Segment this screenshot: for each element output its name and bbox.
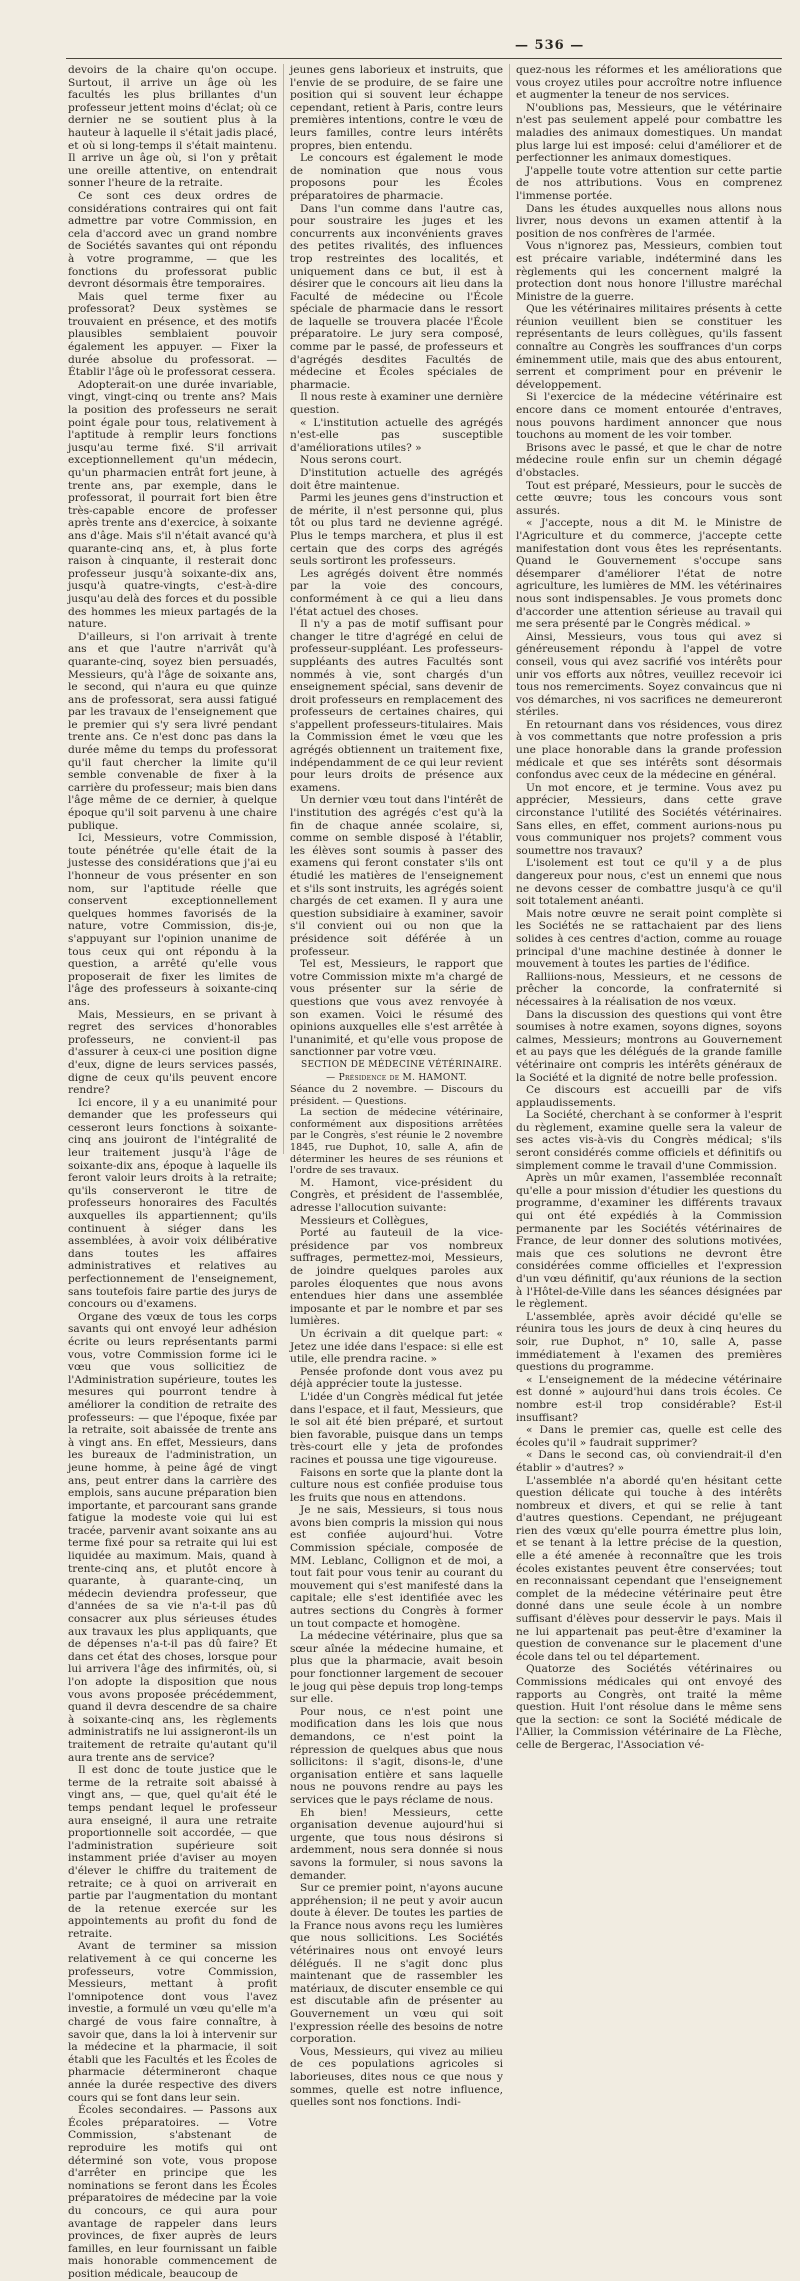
paragraph: Ainsi, Messieurs, vous tous qui avez si généreusement répondu à l'appel de votre conseil, vous qui avez sacrifié vos intérêts pour unir vos efforts aux nôtres, veuillez recevoir ici tous nos remerciments. Soyez convaincus que ni vos démarches, ni vos sacrifices ne demeureront stériles.: [516, 630, 782, 719]
paragraph: N'oublions pas, Messieurs, que le vétérinaire n'est pas seulement appelé pour combattre les maladies des animaux domestiques. Un mandat plus large lui est imposé: celui d'améliorer et de perfectionner les animaux domestiques.: [516, 101, 782, 165]
paragraph: Mais quel terme fixer au professorat? Deux systèmes se trouvaient en présence, et des motifs plausibles semblaient pouvoir également les appuyer. — Fixer la durée absolue du professorat. — Établir l'âge où le professorat cessera.: [68, 290, 277, 379]
paragraph: Tout est préparé, Messieurs, pour le succès de cette œuvre; tous les concours vous sont assurés.: [516, 479, 782, 517]
paragraph: quez-nous les réformes et les améliorations que vous croyez utiles pour accroître notre influence et augmenter la teneur de nos services.: [516, 64, 782, 102]
paragraph: Vous, Messieurs, qui vivez au milieu de ces populations agricoles si laborieuses, dites nous ce que nous y sommes, quelle est notre influence, quelles sont nos fonctions. Indi-: [290, 2045, 503, 2109]
paragraph: Dans la discussion des questions qui vont être soumises à notre examen, soyons dignes, soyons calmes, Messieurs; montrons au Gouvernement et au pays que les délégués de la grande famille vétérinaire ont compris les intérêts généraux de la Société et la dignité de notre belle profession.: [516, 1008, 782, 1084]
column-divider: [509, 64, 510, 1154]
paragraph: Si l'exercice de la médecine vétérinaire est encore dans ce moment entourée d'entraves, nous pouvons hardiment annoncer que nous touchons au moment de les voir tomber.: [516, 391, 782, 442]
paragraph: La médecine vétérinaire, plus que sa sœur aînée la médecine humaine, et plus que la pharmacie, avait besoin pour fonctionner largement de secouer le joug qui pèse depuis trop long-temps sur elle.: [290, 1630, 503, 1706]
paragraph: Porté au fauteuil de la vice-présidence par vos nombreux suffrages, permettez-moi, Messieurs, de joindre quelques paroles aux paroles éloquentes que nous avons entendues hier dans une assemblée imposante et par le nombre et par ses lumières.: [290, 1227, 503, 1328]
paragraph: Il nous reste à examiner une dernière question.: [290, 391, 503, 417]
paragraph: Que les vétérinaires militaires présents à cette réunion veuillent bien se constituer les représentants de leurs collègues, qu'ils fassent connaître au Congrès les souffrances d'un corps éminemment utile, mais que des abus entourent, serrent et compriment pour en prévenir le développement.: [516, 303, 782, 391]
paragraph: Mais notre œuvre ne serait point complète si les Sociétés ne se rattachaient par des liens solides à ces centres d'action, comme au rouage principal d'une machine destinée à donner le mouvement à toutes les parties de l'édifice.: [516, 907, 782, 971]
paragraph: J'appelle toute votre attention sur cette partie de nos attributions. Vous en comprenez l'immense portée.: [516, 164, 782, 202]
paragraph: Brisons avec le passé, et que le char de notre médecine roule enfin sur un chemin dégagé d'obstacles.: [516, 441, 782, 479]
paragraph: « Dans le premier cas, quelle est celle des écoles qu'il » faudrait supprimer?: [516, 1424, 782, 1449]
paragraph: Il n'y a pas de motif suffisant pour changer le titre d'agrégé en celui de professeur-suppléant. Les professeurs-suppléants des autres Facultés sont nommés à vie, sont chargés d'un enseignement spécial, sans devenir de droit professeurs en remplacement des professeurs de certaines chaires, qui s'appellent professeurs-titulaires. Mais la Commission émet le vœu que les agrégés obtiennent un traitement fixe, indépendamment de ce qui leur revient pour leurs droits de présence aux examens.: [290, 618, 503, 794]
paragraph: Pensée profonde dont vous avez pu déjà apprécier toute la justesse.: [290, 1365, 503, 1391]
paragraph: L'idée d'un Congrès médical fut jetée dans l'espace, et il faut, Messieurs, que le sol ait été bien préparé, et surtout bien favorable, puisque dans un temps très-court elle y jeta de profondes racines et poussa une tige vigoureuse.: [290, 1390, 503, 1466]
paragraph: Nous serons court.: [300, 454, 402, 467]
page-header: [0, 38, 800, 60]
paragraph: Après un mûr examen, l'assemblée reconnaît qu'elle a pour mission d'étudier les questions du programme, d'examiner les différents travaux qui ont été expédiés à la Commission permanente par les Sociétés vétérinaires de France, de leur donner des solutions motivées, mais que ces solutions ne devront être considérées comme officielles et l'expression d'un vœu définitif, qu'aux réunions de la section à l'Hôtel-de-Ville dans les séances désignées par le règlement.: [516, 1172, 782, 1311]
paragraph: Pour nous, ce n'est point une modification dans les lois que nous demandons, ce n'est point la répression de quelques abus que nous sollicitons: il s'agit, disons-le, d'une organisation entière et sans laquelle nous ne pouvons rendre au pays les services que le pays réclame de nous.: [290, 1705, 503, 1806]
paragraph: Sur ce premier point, n'ayons aucune appréhension; il ne peut y avoir aucun doute à élever. De toutes les parties de la France nous avons reçu les lumières que nous sollicitions. Les Sociétés vétérinaires nous ont envoyé leurs délégués. Il ne s'agit donc plus maintenant que de rassembler les matériaux, de discuter ensemble ce qui est discutable afin de présenter au Gouvernement un vœu qui soit l'expression réelle des besoins de notre corporation.: [290, 1882, 503, 2046]
paragraph: Adopterait-on une durée invariable, vingt, vingt-cinq ou trente ans? Mais la position des professeurs ne serait point égale pour tous, relativement à l'aptitude à remplir leurs fonctions jusqu'au terme fixé. S'il arrivait exceptionnellement qu'un médecin, qu'un pharmacien entrât fort jeune, à trente ans, par exemple, dans le professorat, il pourrait fort bien être très-capable encore de professer après trente ans d'exercice, à soixante ans d'âge. Mais s'il n'était avancé qu'à quarante-cinq ans, et, à plus forte raison à cinquante, il resterait donc professeur jusqu'à soixante-dix ans, jusqu'à quatre-vingts, c'est-à-dire jusqu'au delà des forces et du possible des hommes les mieux partagés de la nature.: [68, 378, 277, 631]
paragraph: L'isolement est tout ce qu'il y a de plus dangereux pour nous, c'est un ennemi que nous ne devons cesser de combattre jusqu'à ce qu'il soit totalement anéanti.: [516, 857, 782, 908]
paragraph: Ce sont ces deux ordres de considérations contraires qui ont fait admettre par votre Commission, en cela d'accord avec un grand nombre de Sociétés savantes qui ont répondu à votre programme, — que les fonctions du professorat public devront désormais être temporaires.: [68, 189, 277, 291]
paragraph: Faisons en sorte que la plante dont la culture nous est confiée produise tous les fruits que nous en attendons.: [290, 1466, 503, 1504]
paragraph: Organe des vœux de tous les corps savants qui ont envoyé leur adhésion écrite ou leurs représentants parmi vous, votre Commission forme ici le vœu que vous sollicitiez de l'Administration supérieure, toutes les mesures qui pourront tendre à améliorer la condition de retraite des professeurs: — que l'époque, fixée par la retraite, soit abaissée de trente ans à vingt ans. En effet, Messieurs, dans les bureaux de l'administration, un jeune homme, à peine âgé de vingt ans, peut entrer dans la carrière des emplois, sans aucune préparation bien importante, et parcourant sans grande fatigue la modeste voie qui lui est tracée, parvenir avant soixante ans au terme fixé pour sa retraite qui lui est liquidée au maximum. Mais, quand à trente-cinq ans, et plutôt encore à quarante, à quarante-cinq, un médecin deviendra professeur, que d'années de sa vie n'a-t-il pas dû consacrer aux plus sérieuses études aux travaux les plus appliquants, que de dépenses n'a-t-il pas dû faire? Et dans cet état des choses, lorsque pour lui arrivera l'âge des infirmités, où, si l'on adopte la disposition que nous vous avons proposée précédemment, quand il devra descendre de sa chaire à soixante-cinq ans, les règlements administratifs ne lui assigneront-ils un traitement de retraite qu'autant qu'il aura trente ans de service?: [68, 1310, 277, 1764]
paragraph: M. Hamont, vice-président du Congrès, et président de l'assemblée, adresse l'allocution suivante:: [290, 1176, 503, 1215]
text-column-3: [516, 64, 782, 1751]
paragraph: Ici encore, il y a eu unanimité pour demander que les professeurs qui cesseront leurs fonctions à soixante-cinq ans jouiront de l'intégralité de leur traitement jusqu'à l'âge de soixante-dix ans, époque à laquelle ils feront valoir leurs droits à la retraite; qu'ils conserveront le titre de professeurs honoraires des Facultés auxquelles ils appartiennent; qu'ils continuent à siéger dans les assemblées, à avoir voix délibérative dans toutes les affaires administratives et relatives au perfectionnement de l'enseignement, sans toutefois faire partie des jurys de concours ou d'examens.: [68, 1096, 277, 1311]
paragraph: Le concours est également le mode de nomination que nous vous proposons pour les Écoles préparatoires de pharmacie.: [290, 152, 503, 202]
paragraph: Un écrivain a dit quelque part: « Jetez une idée dans l'espace: si elle est utile, elle prendra racine. »: [290, 1327, 503, 1366]
paragraph: D'ailleurs, si l'on arrivait à trente ans et que l'autre n'arrivât qu'à quarante-cinq, soyez bien persuadés, Messieurs, qu'à l'âge de soixante ans, le second, qui n'aura eu que quinze ans de professorat, sera aussi fatigué par les travaux de l'enseignement que le premier qui s'y sera livré pendant trente ans. Ce n'est donc pas dans la durée même du temps du professorat qu'il faut chercher la limite qu'il semble convenable de fixer à la carrière du professeur; mais bien dans l'âge même de ce dernier, à quelque époque qu'il soit parvenu à une chaire publique.: [68, 630, 277, 832]
paragraph: Parmi les jeunes gens d'instruction et de mérite, il n'est personne qui, plus tôt ou plus tard ne devienne agrégé. Plus le temps marchera, et plus il est certain que des corps des agrégés seuls sortiront les professeurs.: [290, 492, 503, 568]
paragraph: Ralliions-nous, Messieurs, et ne cessons de prêcher la concorde, la confraternité si nécessaires à la réalisation de nos vœux.: [516, 970, 782, 1008]
paragraph: « Dans le second cas, où conviendrait-il d'en établir » d'autres? »: [516, 1449, 782, 1474]
paragraph: Vous n'ignorez pas, Messieurs, combien tout est précaire variable, indéterminé dans les règlements qui les concernent malgré la protection dont nous honore l'illustre maréchal Ministre de la guerre.: [516, 240, 782, 303]
paragraph: Écoles secondaires. — Passons aux Écoles préparatoires. — Votre Commission, s'abstenant de reproduire les motifs qui ont déterminé son vote, vous propose d'arrêter en principe que les nominations se feront dans les Écoles préparatoires de médecine par la voie du concours, ce qui aura pour avantage de rappeler dans leurs provinces, de fixer auprès de leurs familles, en leur fournissant un faible mais honorable commencement de position médicale, beaucoup de: [68, 2104, 277, 2280]
paragraph: Je ne sais, Messieurs, si tous nous avons bien compris la mission qui nous est confiée aujourd'hui. Votre Commission spéciale, composée de MM. Leblanc, Collignon et de moi, a tout fait pour vous tenir au courant du mouvement qui s'est manifesté dans la capitale; elle s'est identifiée avec les autres sections du Congrès à former un tout compacte et homogène.: [290, 1504, 503, 1630]
text-column-2: [290, 64, 503, 2109]
paragraph: Il est donc de toute justice que le terme de la retraite soit abaissé à vingt ans, — que, quel qu'ait été le temps pendant lequel le professeur aura enseigné, il aura une retraite proportionnelle soit accordée, — que l'administration supérieure soit instamment priée d'aviser au moyen d'élever le chiffre du traitement de retraite; ce à quoi on arriverait en partie par l'augmentation du montant de la retenue exercée sur les appointements au profit du fond de retraite.: [68, 1764, 277, 1940]
paragraph: Ici, Messieurs, votre Commission, toute pénétrée qu'elle était de la justesse des considérations que j'ai eu l'honneur de vous présenter en son nom, sur l'aptitude réelle que conservent exceptionnellement quelques hommes favorisés de la nature, votre Commission, dis-je, s'appuyant sur l'opinion unanime de tous ceux qui ont répondu à la question, a arrêté qu'elle vous proposerait de fixer les limites de l'âge des professeurs à soixante-cinq ans.: [68, 832, 277, 1008]
paragraph: L'assemblée n'a abordé qu'en hésitant cette question délicate qui touche à des intérêts nombreux et divers, et qui se relie à tant d'autres questions. Cependant, ne préjugeant rien des vœux qu'elle pourra émettre plus loin, et se tenant à la lettre précise de la question, elle a été amenée à reconnaître que les trois écoles existantes peuvent être conservées; tout en reconnaissant cependant que l'enseignement complet de la médecine vétérinaire peut être donné dans une seule école à un nombre suffisant d'élèves pour desservir le pays. Mais il ne lui appartenait pas peut-être d'examiner la question de convenance sur le placement d'une école dans tel ou tel département.: [516, 1474, 782, 1663]
paragraph: En retournant dans vos résidences, vous direz à vos commettants que notre profession a pris une place honorable dans la grande profession médicale et que ses intérêts sont désormais confondus avec ceux de la médecine en général.: [516, 718, 782, 782]
paragraph: Les agrégés doivent être nommés par la voie des concours, conformément à ce qui a lieu dans l'état actuel des choses.: [290, 567, 503, 618]
paragraph: L'assemblée, après avoir décidé qu'elle se réunira tous les jours de deux à cinq heures du soir, rue Duphot, n° 10, salle A, passe immédiatement à l'examen des premières questions du programme.: [516, 1310, 782, 1374]
paragraph: « L'institution actuelle des agrégés n'est-elle pas susceptible d'améliorations utiles? »: [290, 416, 503, 454]
session-subheading: Séance du 2 novembre. — Discours du président. — Questions.: [290, 1084, 503, 1107]
paragraph: Un mot encore, et je termine. Vous avez pu apprécier, Messieurs, dans cette grave circonstance l'utilité des Sociétés vétérinaires. Sans elles, en effet, comment aurions-nous pu vous communiquer nos projets? comment vous soumettre nos travaux?: [516, 781, 782, 857]
paragraph: Quatorze des Sociétés vétérinaires ou Commissions médicales qui ont envoyé des rapports au Congrès, ont traité la même question. Huit l'ont résolue dans le même sens que la section: ce sont la Société médicale de l'Allier, la Commission vétérinaire de La Flèche, celle de Bergerac, l'Association vé-: [516, 1663, 782, 1751]
column-divider: [283, 64, 284, 1154]
text-column-1: [68, 64, 277, 2280]
paragraph: D'institution actuelle des agrégés doit être maintenue.: [290, 467, 503, 492]
paragraph: Un dernier vœu tout dans l'intérêt de l'institution des agrégés c'est qu'à la fin de chaque année scolaire, si, comme on semble disposé à l'établir, les élèves sont soumis à passer des examens qui feront constater s'ils ont étudié les matières de l'enseignement et s'ils sont instruits, les agrégés soient chargés de cet examen. Il y aura une question subsidiaire à examiner, savoir s'il convient oui ou non que la présidence soit déférée à un professeur.: [290, 794, 503, 958]
paragraph: La Société, cherchant à se conformer à l'esprit du règlement, examine quelle sera la valeur de ses actes vis-à-vis du Congrès médical; s'ils seront considérés comme officiels et définitifs ou simplement comme le travail d'une Commission.: [516, 1109, 782, 1172]
paragraph: « L'enseignement de la médecine vétérinaire est donné » aujourd'hui dans trois écoles. Ce nombre est-il trop considérable? Est-il insuffisant?: [516, 1373, 782, 1424]
header-rule: [66, 58, 782, 59]
paragraph: Mais, Messieurs, en se privant à regret des services d'honorables professeurs, ne convient-il pas d'assurer à ceux-ci une position digne d'eux, digne de leurs services passés, digne de ceux qu'ils peuvent encore rendre?: [68, 1008, 277, 1097]
paragraph: Avant de terminer sa mission relativement à ce qui concerne les professeurs, votre Commission, Messieurs, mettant à profit l'omnipotence dont vous l'avez investie, a formulé un vœu qu'elle m'a chargé de vous faire connaître, à savoir que, dans la loi à intervenir sur la médecine et la pharmacie, il soit établi que les Facultés et les Écoles de pharmacie détermineront chaque année la durée respective des divers cours qui se font dans leur sein.: [68, 1940, 277, 2104]
paragraph: Tel est, Messieurs, le rapport que votre Commission mixte m'a chargé de vous présenter sur la série de questions que vous avez renvoyée à son examen. Voici le résumé des opinions auxquelles elle s'est arrêtée à l'unanimité, et qu'elle vous propose de sanctionner par votre vœu.: [290, 958, 503, 1059]
paragraph: « J'accepte, nous a dit M. le Ministre de l'Agriculture et du commerce, j'accepte cette manifestation dont vous êtes les représentants. Quand le Gouvernement s'occupe sans désemparer d'améliorer l'état de notre agriculture, les lumières de MM. les vétérinaires nous sont indispensables. Je vous promets donc d'accorder une attention sérieuse au travail qui me sera présenté par le Congrès médical. »: [516, 517, 782, 631]
paragraph: Dans les études auxquelles nous allons nous livrer, nous devons un examen attentif à la position de nos confrères de l'armée.: [516, 202, 782, 240]
section-heading: SECTION DE MÉDECINE VÉTÉRINAIRE. — Présidence de M. HAMONT.: [301, 1059, 502, 1083]
section-intro: La section de médecine vétérinaire, conformément aux dispositions arrêtées par le Congrès, s'est réunie le 2 novembre 1845, rue Duphot, 10, salle A, afin de déterminer les heures de ses réunions et l'ordre de ses travaux.: [290, 1107, 503, 1177]
paragraph: Dans l'un comme dans l'autre cas, pour soustraire les juges et les concurrents aux inconvénients graves des petites rivalités, des influences trop restreintes des localités, et uniquement dans ce but, il est à désirer que le concours ait lieu dans la Faculté de médecine ou l'École spéciale de pharmacie dans le ressort de laquelle se trouvera placée l'École préparatoire. Le jury sera composé, comme par le passé, de professeurs et d'agrégés desdites Facultés de médecine et Écoles spéciales de pharmacie.: [290, 202, 503, 391]
paragraph: devoirs de la chaire qu'on occupe. Surtout, il arrive un âge où les facultés les plus brillantes d'un professeur jettent moins d'éclat; où ce dernier ne se soutient plus à la hauteur à laquelle il s'était jadis placé, et où si long-temps il s'était maintenu. Il arrive un âge où, si l'on y prêtait une oreille attentive, on entendrait sonner l'heure de la retraite.: [68, 64, 277, 190]
paragraph: Messieurs et Collègues,: [300, 1214, 429, 1227]
paragraph: jeunes gens laborieux et instruits, que l'envie de se produire, de se faire une position qui si souvent leur échappe cependant, retient à Paris, contre leurs premières intentions, contre le vœu de leurs familles, contre leurs intérêts propres, bien entendu.: [290, 64, 503, 152]
paragraph: Ce discours est accueilli par de vifs applaudissements.: [516, 1084, 782, 1109]
page-number: — 536 —: [515, 38, 585, 53]
paragraph: Eh bien! Messieurs, cette organisation devenue aujourd'hui si urgente, que tous nous désirons si ardemment, nous sera donnée si nous savons la formuler, si nous savons la demander.: [290, 1806, 503, 1882]
